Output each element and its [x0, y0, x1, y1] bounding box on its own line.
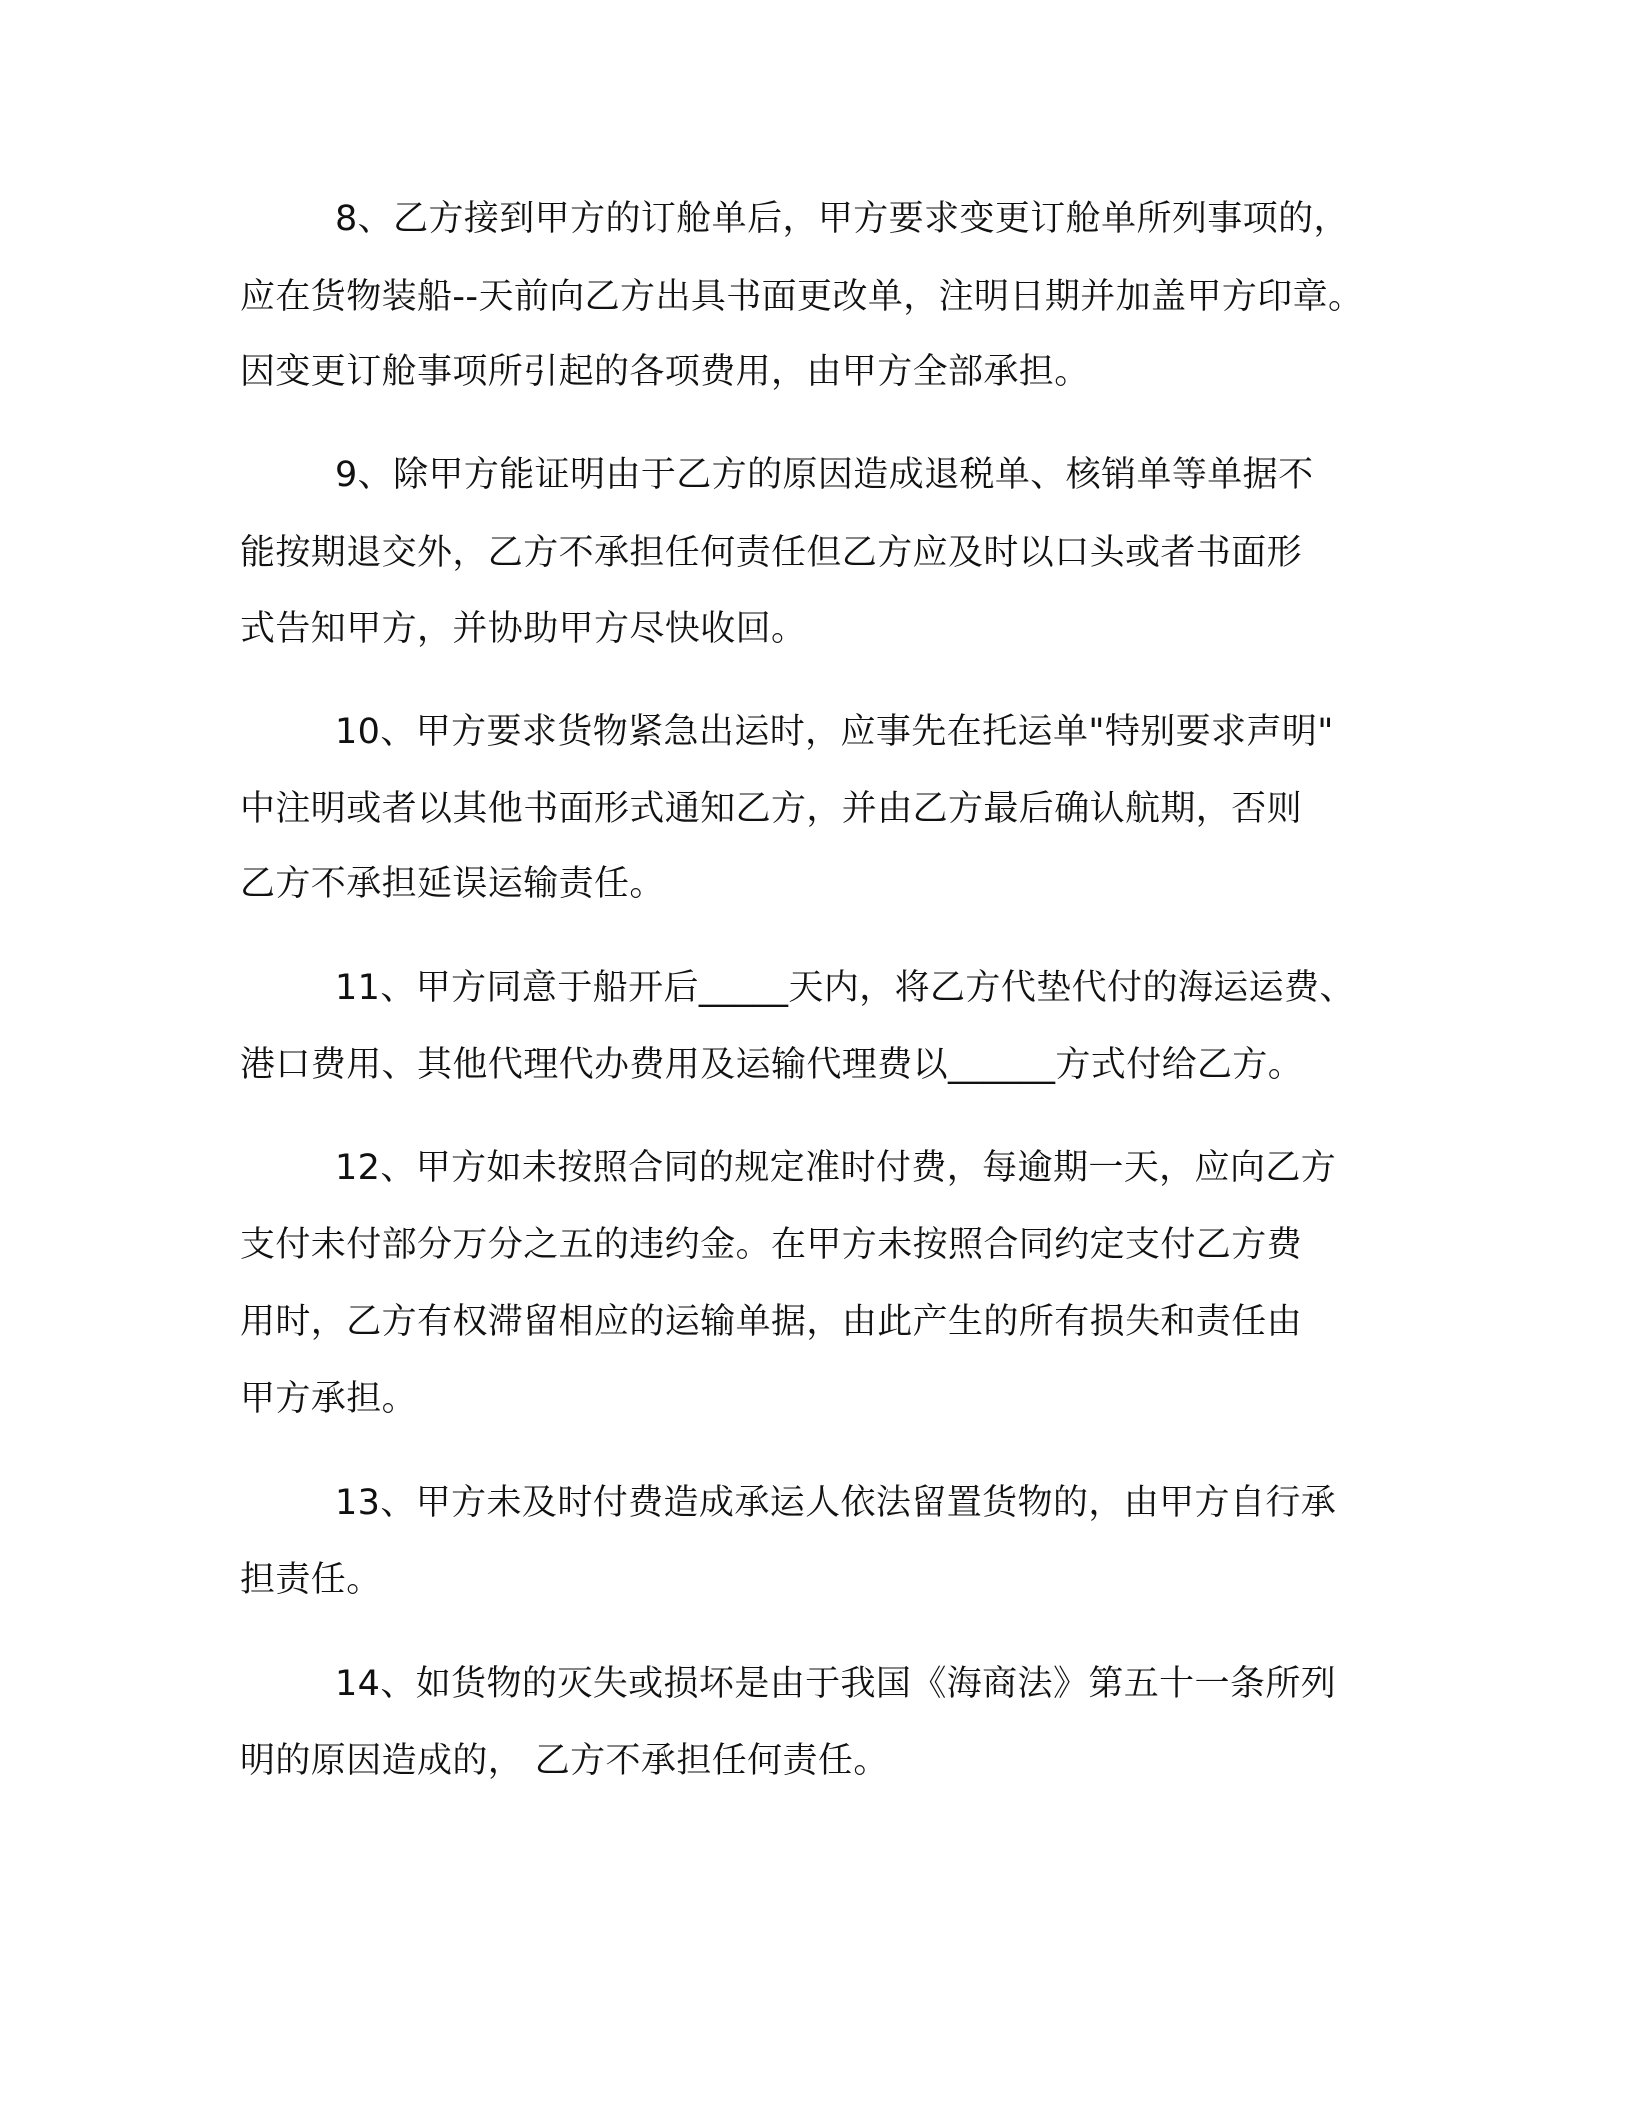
paragraph-line: 担责任。 — [240, 1560, 382, 1600]
paragraph-line: 甲方承担。 — [240, 1379, 418, 1419]
paragraph-line: 能按期退交外，乙方不承担任何责任但乙方应及时以口头或者书面形 — [240, 533, 1303, 573]
paragraph-line: 中注明或者以其他书面形式通知乙方，并由乙方最后确认航期，否则 — [240, 789, 1303, 829]
paragraph-line: 乙方不承担延误运输责任。 — [240, 864, 665, 904]
paragraph-line: 14、如货物的灭失或损坏是由于我国《海商法》第五十一条所列 — [335, 1664, 1337, 1704]
paragraph-line: 用时，乙方有权滞留相应的运输单据，由此产生的所有损失和责任由 — [240, 1302, 1303, 1342]
paragraph-line: 13、甲方未及时付费造成承运人依法留置货物的，由甲方自行承 — [335, 1483, 1337, 1523]
paragraph-line: 应在货物装船--天前向乙方出具书面更改单，注明日期并加盖甲方印章。 — [240, 277, 1364, 317]
paragraph-line: 因变更订舱事项所引起的各项费用，由甲方全部承担。 — [240, 352, 1090, 392]
paragraph-line: 9、除甲方能证明由于乙方的原因造成退税单、核销单等单据不 — [335, 455, 1314, 495]
paragraph-line: 港口费用、其他代理代办费用及运输代理费以______方式付给乙方。 — [240, 1045, 1304, 1085]
paragraph-line: 8、乙方接到甲方的订舱单后，甲方要求变更订舱单所列事项的， — [335, 199, 1349, 239]
paragraph-line: 10、甲方要求货物紧急出运时，应事先在托运单"特别要求声明" — [335, 712, 1334, 752]
paragraph-line: 式告知甲方，并协助甲方尽快收回。 — [240, 609, 807, 649]
paragraph-line: 明的原因造成的， 乙方不承担任何责任。 — [240, 1741, 889, 1781]
paragraph-line: 11、甲方同意于船开后_____天内，将乙方代垫代付的海运运费、 — [335, 968, 1355, 1008]
paragraph-line: 12、甲方如未按照合同的规定准时付费，每逾期一天，应向乙方 — [335, 1148, 1337, 1188]
paragraph-line: 支付未付部分万分之五的违约金。在甲方未按照合同约定支付乙方费 — [240, 1225, 1303, 1265]
